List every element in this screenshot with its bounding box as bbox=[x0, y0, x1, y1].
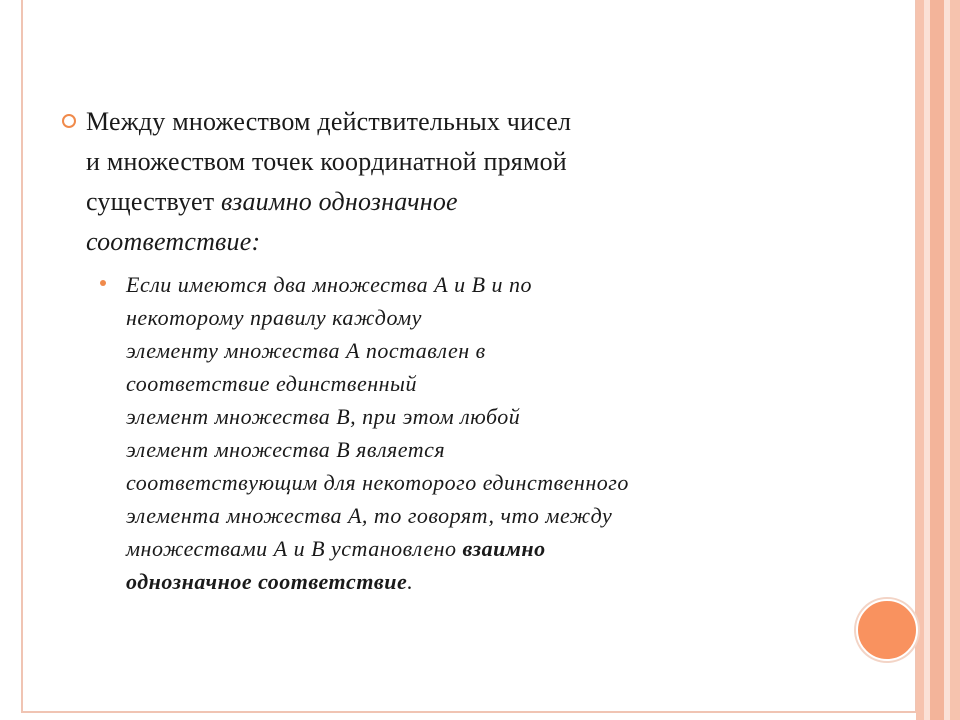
text-line: Если имеются два множества А и В и по bbox=[126, 272, 533, 297]
text-line: Между множеством действительных чисел bbox=[86, 107, 572, 136]
slide-content bbox=[62, 102, 832, 598]
text-line bbox=[126, 532, 832, 565]
text-line: элемента множества А, то говорят, что между bbox=[126, 503, 613, 528]
stripe bbox=[950, 0, 960, 720]
stripe bbox=[916, 0, 924, 720]
text-line: и множеством точек координатной прямой bbox=[86, 147, 567, 176]
text-line: соответствие: bbox=[86, 227, 261, 256]
text-line: некоторому правилу каждому bbox=[126, 305, 422, 330]
bullet-paragraph-main bbox=[62, 102, 832, 262]
text-span: множествами А и В установлено bbox=[126, 536, 463, 561]
bold-term: взаимно bbox=[462, 536, 546, 561]
text-line: элемент множества В, при этом любой bbox=[126, 404, 521, 429]
stripe bbox=[930, 0, 944, 720]
text-line: элементу множества А поставлен в bbox=[126, 338, 486, 363]
text-line bbox=[86, 182, 832, 222]
text-line bbox=[126, 565, 832, 598]
text-line: соответствующим для некоторого единственного bbox=[126, 470, 629, 495]
text-span: существует bbox=[86, 187, 221, 216]
text-span: . bbox=[407, 569, 414, 594]
decorative-stripes bbox=[916, 0, 960, 720]
ring-bullet-icon bbox=[62, 114, 76, 128]
bullet-paragraph-sub bbox=[126, 268, 832, 598]
dot-bullet-icon bbox=[100, 280, 106, 286]
bold-term: однозначное соответствие bbox=[126, 569, 408, 594]
text-line: соответствие единственный bbox=[126, 371, 417, 396]
text-line: элемент множества В является bbox=[126, 437, 446, 462]
italic-term: взаимно однозначное bbox=[220, 187, 458, 216]
decorative-circle bbox=[856, 599, 918, 661]
